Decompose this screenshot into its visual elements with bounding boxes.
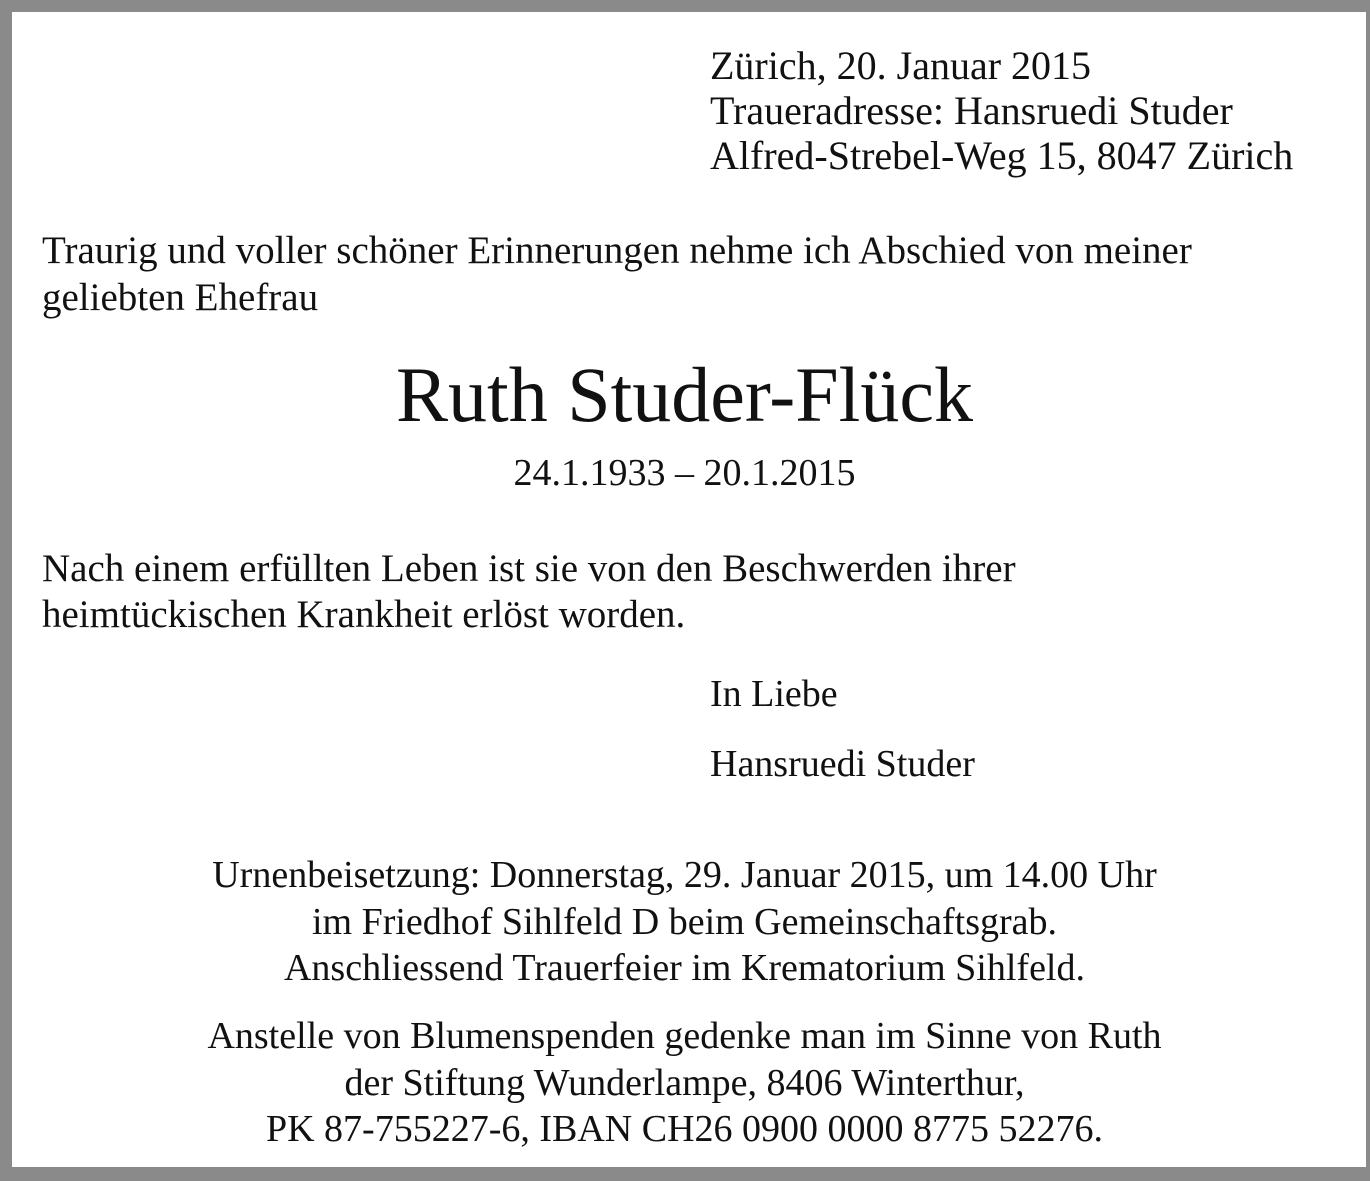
life-dates: 24.1.1933 – 20.1.2015	[513, 452, 856, 494]
intro-line-2: geliebten Ehefrau	[42, 276, 319, 319]
mourning-address-line-1: Traueradresse: Hansruedi Studer	[710, 88, 1233, 133]
message-line-1: Nach einem erfüllten Leben ist sie von den Beschwerden ihrer	[42, 547, 1016, 590]
ceremony-line-2: im Friedhof Sihlfeld D beim Gemeinschaftsgrab.	[311, 901, 1058, 943]
obituary-notice	[12, 12, 1366, 1167]
ceremony-line-1: Urnenbeisetzung: Donnerstag, 29. Januar 2015, um 14.00 Uhr	[212, 854, 1157, 896]
place-date: Zürich, 20. Januar 2015	[710, 43, 1092, 88]
closing-text: In Liebe	[710, 673, 838, 715]
donation-line-2: der Stiftung Wunderlampe, 8406 Winterthur,	[344, 1062, 1025, 1104]
deceased-name: Ruth Studer-Flück	[396, 351, 973, 438]
mourning-address-line-2: Alfred-Strebel-Weg 15, 8047 Zürich	[710, 133, 1294, 178]
donation-line-3: PK 87-755227-6, IBAN CH26 0900 0000 8775 52276.	[265, 1108, 1104, 1150]
signer-name: Hansruedi Studer	[710, 743, 975, 785]
intro-line-1: Traurig und voller schöner Erinnerungen nehme ich Abschied von meiner	[42, 229, 1192, 272]
message-line-2: heimtückischen Krankheit erlöst worden.	[42, 593, 686, 636]
ceremony-line-3: Anschliessend Trauerfeier im Krematorium Sihlfeld.	[283, 947, 1085, 989]
donation-line-1: Anstelle von Blumenspenden gedenke man im Sinne von Ruth	[207, 1015, 1162, 1057]
